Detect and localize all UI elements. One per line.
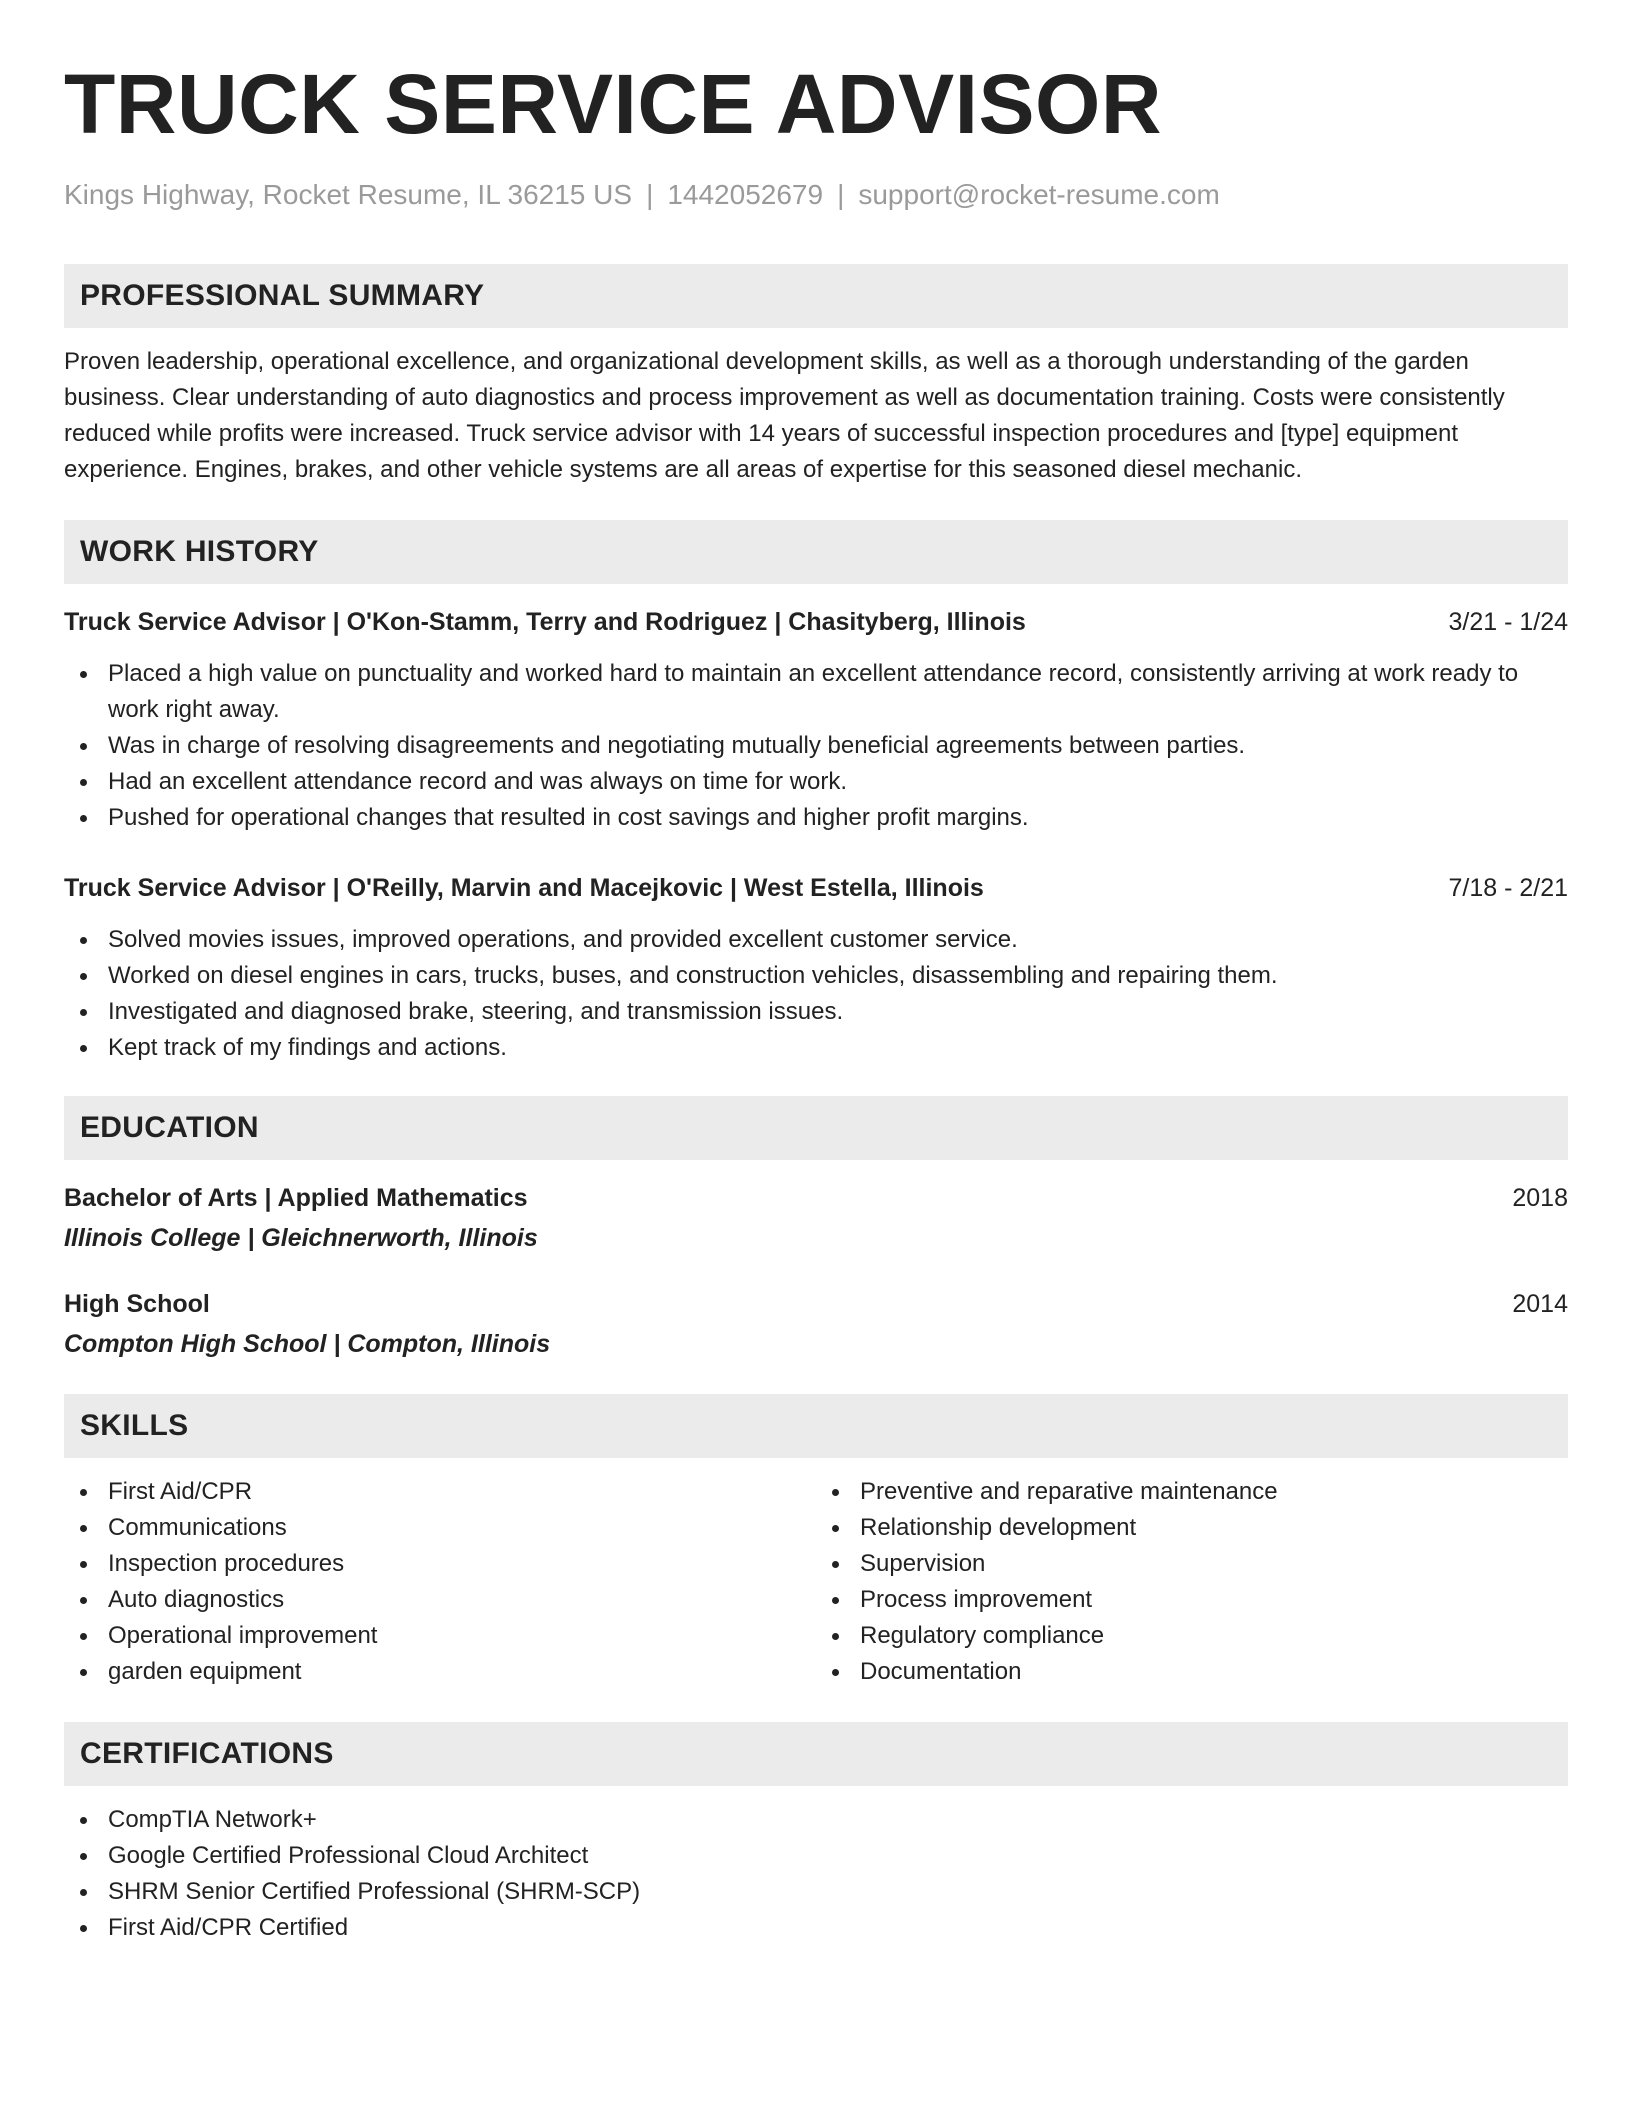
summary-paragraph: Proven leadership, operational excellence, and organizational development skills, as well as a thorough understanding of the garden business. Clear understanding of auto diagnostics and process improvement as well as documentation training. Costs were consistently reduced while profits were increased. Truck service advisor with 14 years of successful inspection procedures and [type] equipment experience. Engines, brakes, and other vehicle systems are all areas of expertise for this seasoned diesel mechanic. bbox=[64, 348, 1505, 483]
certification-item: SHRM Senior Certified Professional (SHRM-SCP) bbox=[64, 1874, 1568, 1910]
education-entry bbox=[64, 1286, 1568, 1362]
certification-item: Google Certified Professional Cloud Architect bbox=[64, 1838, 1568, 1874]
job-bullet: Pushed for operational changes that resulted in cost savings and higher profit margins. bbox=[64, 800, 1568, 836]
skills-column-left bbox=[64, 1474, 816, 1690]
section-heading-skills: SKILLS bbox=[64, 1394, 1568, 1458]
section-heading-work-history: WORK HISTORY bbox=[64, 520, 1568, 584]
skill-item: First Aid/CPR bbox=[64, 1474, 816, 1510]
job-header bbox=[64, 870, 1568, 906]
skills-list bbox=[816, 1474, 1568, 1690]
education-year: 2014 bbox=[1512, 1290, 1568, 1318]
job-bullet: Worked on diesel engines in cars, trucks, buses, and construction vehicles, disassembling and repairing them. bbox=[64, 958, 1568, 994]
job-bullets bbox=[64, 656, 1568, 836]
education-year: 2018 bbox=[1512, 1184, 1568, 1212]
contact-separator: | bbox=[646, 179, 654, 210]
education-school: Illinois College | Gleichnerworth, Illinois bbox=[64, 1224, 538, 1252]
skills-grid bbox=[64, 1474, 1568, 1690]
job-header bbox=[64, 604, 1568, 640]
skill-item: Auto diagnostics bbox=[64, 1582, 816, 1618]
job-bullet: Kept track of my findings and actions. bbox=[64, 1030, 1568, 1066]
job-title: Truck Service Advisor | O'Reilly, Marvin and Macejkovic | West Estella, Illinois bbox=[64, 874, 984, 902]
job-title: Truck Service Advisor | O'Kon-Stamm, Terry and Rodriguez | Chasityberg, Illinois bbox=[64, 608, 1026, 636]
contact-line bbox=[64, 178, 1568, 212]
education-school: Compton High School | Compton, Illinois bbox=[64, 1330, 551, 1358]
skills-column-right bbox=[816, 1474, 1568, 1690]
job-bullet: Investigated and diagnosed brake, steering, and transmission issues. bbox=[64, 994, 1568, 1030]
job-bullet: Was in charge of resolving disagreements and negotiating mutually beneficial agreements between parties. bbox=[64, 728, 1568, 764]
education-degree: Bachelor of Arts | Applied Mathematics bbox=[64, 1184, 528, 1212]
education-entry bbox=[64, 1180, 1568, 1256]
skill-item: Documentation bbox=[816, 1654, 1568, 1690]
job-dates: 7/18 - 2/21 bbox=[1448, 874, 1568, 902]
job-dates: 3/21 - 1/24 bbox=[1448, 608, 1568, 636]
job-bullet: Solved movies issues, improved operations, and provided excellent customer service. bbox=[64, 922, 1568, 958]
skill-item: Preventive and reparative maintenance bbox=[816, 1474, 1568, 1510]
education-degree: High School bbox=[64, 1290, 210, 1318]
certifications-list bbox=[64, 1802, 1568, 1946]
skill-item: Operational improvement bbox=[64, 1618, 816, 1654]
section-heading-education: EDUCATION bbox=[64, 1096, 1568, 1160]
job-bullet: Had an excellent attendance record and was always on time for work. bbox=[64, 764, 1568, 800]
contact-separator: | bbox=[837, 179, 845, 210]
section-heading-certifications: CERTIFICATIONS bbox=[64, 1722, 1568, 1786]
education-header bbox=[64, 1180, 1568, 1216]
job-bullets bbox=[64, 922, 1568, 1066]
certification-item: CompTIA Network+ bbox=[64, 1802, 1568, 1838]
skill-item: Communications bbox=[64, 1510, 816, 1546]
skill-item: Regulatory compliance bbox=[816, 1618, 1568, 1654]
skill-item: garden equipment bbox=[64, 1654, 816, 1690]
certification-item: First Aid/CPR Certified bbox=[64, 1910, 1568, 1946]
job-entry bbox=[64, 870, 1568, 1066]
education-header bbox=[64, 1286, 1568, 1322]
contact-email: support@rocket-resume.com bbox=[858, 179, 1220, 210]
skill-item: Supervision bbox=[816, 1546, 1568, 1582]
contact-phone: 1442052679 bbox=[667, 179, 824, 210]
job-bullet: Placed a high value on punctuality and worked hard to maintain an excellent attendance record, consistently arriving at work ready to work right away. bbox=[64, 656, 1568, 728]
skill-item: Relationship development bbox=[816, 1510, 1568, 1546]
skills-list bbox=[64, 1474, 816, 1690]
contact-address: Kings Highway, Rocket Resume, IL 36215 US bbox=[64, 179, 633, 210]
skill-item: Inspection procedures bbox=[64, 1546, 816, 1582]
job-entry bbox=[64, 604, 1568, 836]
section-heading-summary: PROFESSIONAL SUMMARY bbox=[64, 264, 1568, 328]
skill-item: Process improvement bbox=[816, 1582, 1568, 1618]
resume-name-title: TRUCK SERVICE ADVISOR bbox=[64, 57, 1162, 151]
